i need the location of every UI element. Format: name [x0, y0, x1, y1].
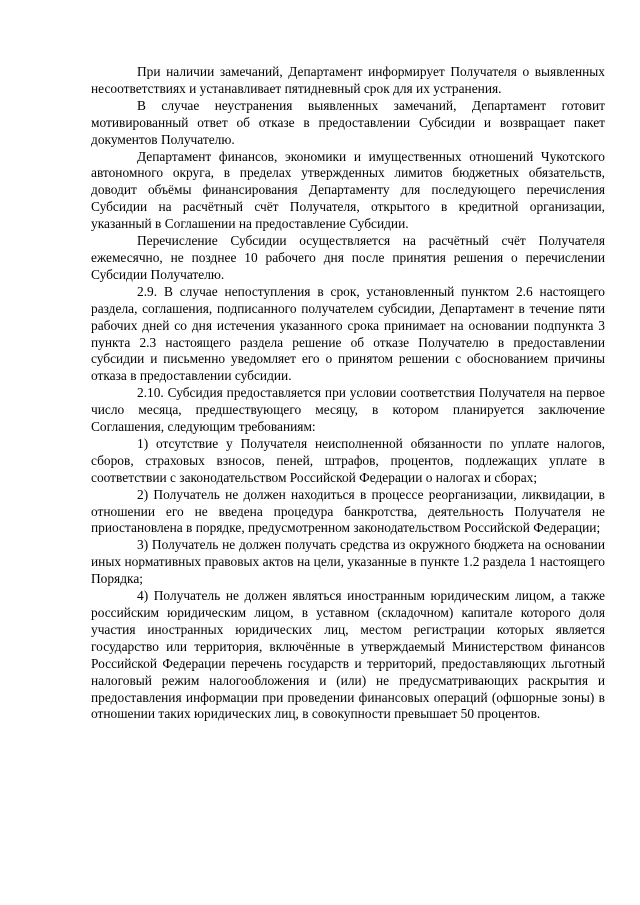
paragraph-refusal-response: В случае неустранения выявленных замечаний, Департамент готовит мотивированный ответ об отказе в предоставлении Субсидии и возвращает пакет документов Получателю. — [91, 97, 605, 147]
paragraph-monthly-transfer: Перечисление Субсидии осуществляется на расчётный счёт Получателя ежемесячно, не позднее 10 рабочего дня после принятия решения о перечислении Субсидии Получателю. — [91, 233, 605, 282]
requirement-4: 4) Получатель не должен являться иностранным юридическим лицом, а также российским юридическим лицом, в уставном (складочном) капитале которого доля участия иностранных юридических лиц, местом регистрации которых является государство или территория, включённые в утверждаемый Министерством финансов Российской Федерации перечень государств и территорий, предоставляющих льготный налоговый режим налогообложения и (или) не предусматривающих раскрытия и предоставления информации при проведении финансовых операций (офшорные зоны) в отношении таких юридических лиц, в совокупности превышает 50 процентов. — [91, 588, 605, 722]
paragraph-2-10: 2.10. Субсидия предоставляется при условии соответствия Получателя на первое число месяца, предшествующего месяцу, в котором планируется заключение Соглашения, следующим требованиям: — [91, 385, 605, 435]
paragraph-financing-limits: Департамент финансов, экономики и имущественных отношений Чукотского автономного округа, в пределах утвержденных лимитов бюджетных обязательств, доводит объёмы финансирования Департаменту для последующего перечисления Субсидии на расчётный счёт Получателя, открытого в кредитной организации, указанный в Соглашении на предоставление Субсидии. — [91, 148, 605, 232]
requirement-1: 1) отсутствие у Получателя неисполненной обязанности по уплате налогов, сборов, страховых взносов, пеней, штрафов, процентов, подлежащих уплате в соответствии с законодательством Российской Федерации о налогах и сборах; — [91, 435, 605, 485]
requirement-3: 3) Получатель не должен получать средства из окружного бюджета на основании иных нормативных правовых актов на цели, указанные в пункте 1.2 раздела 1 настоящего Порядка; — [91, 537, 605, 587]
requirement-2: 2) Получатель не должен находиться в процессе реорганизации, ликвидации, в отношении его не введена процедура банкротства, деятельность Получателя не приостановлена в порядке, предусмотренном законодательством Российской Федерации; — [91, 486, 605, 536]
paragraph-2-9: 2.9. В случае непоступления в срок, установленный пунктом 2.6 настоящего раздела, соглашения, подписанного получателем субсидии, Департамент в течение пяти рабочих дней со дня истечения указанного срока принимает на основании подпункта 3 пункта 2.3 настоящего раздела решение об отказе Получателю в предоставлении субсидии и письменно уведомляет его о принятом решении с обоснованием причины отказа в предоставлении субсидии. — [91, 283, 605, 384]
paragraph-remarks-notice: При наличии замечаний, Департамент информирует Получателя о выявленных несоответствиях и устанавливает пятидневный срок для их устранения. — [91, 64, 605, 96]
